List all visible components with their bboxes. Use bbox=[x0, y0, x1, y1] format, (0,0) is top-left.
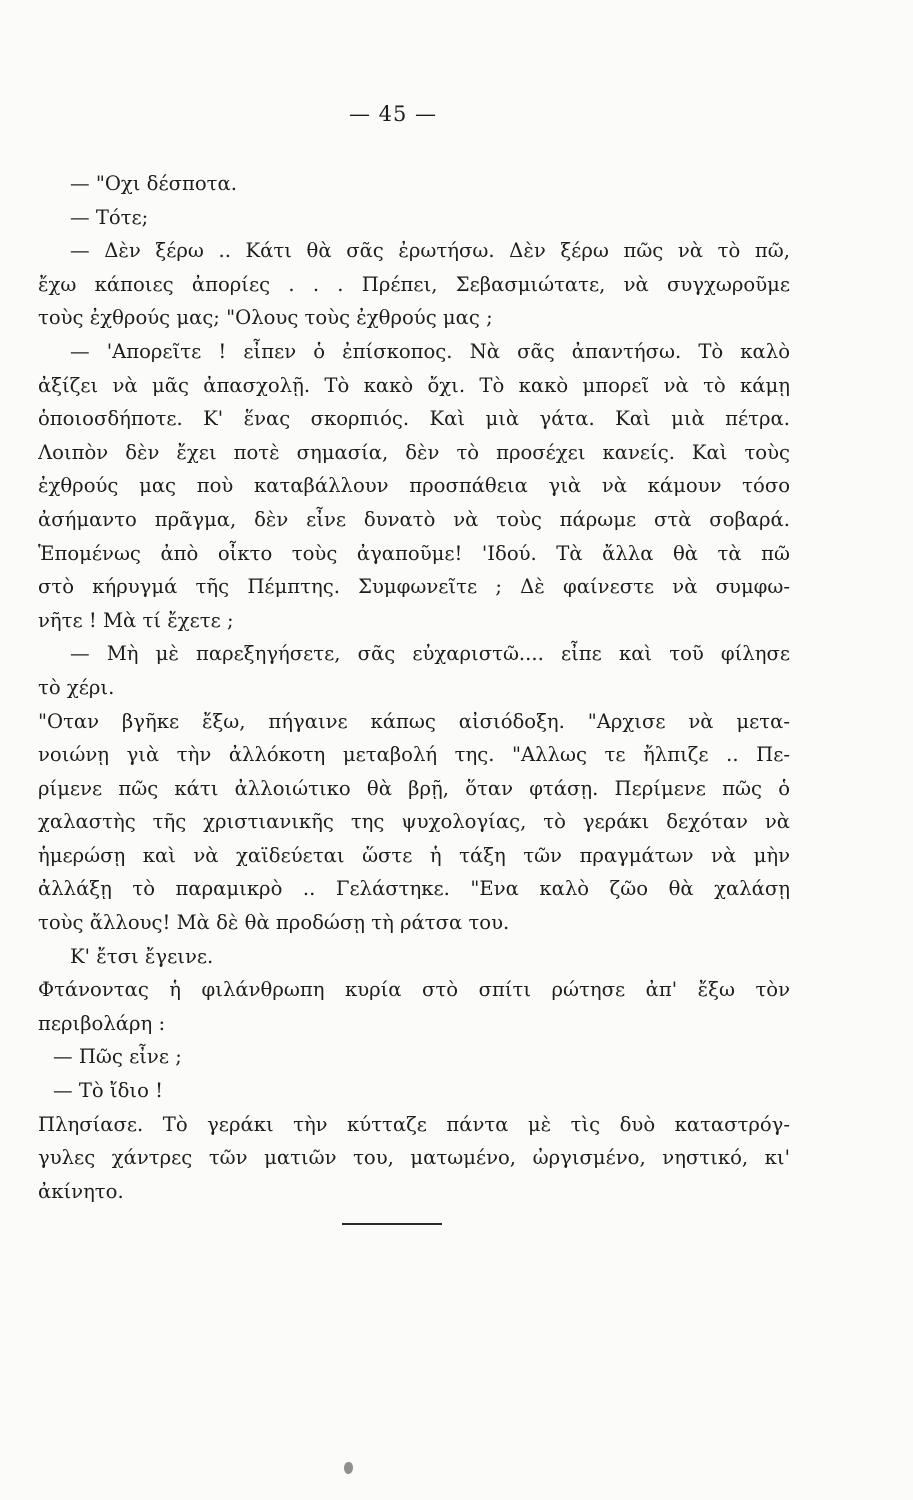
text-line: ἡμερώσῃ καὶ νὰ χαϊδεύεται ὥστε ἡ τάξη τῶν πραγμάτων νὰ μὴν bbox=[38, 843, 790, 867]
text-line: — Πῶς εἶνε ; bbox=[53, 1045, 182, 1069]
text-line: ἀξίζει νὰ μᾶς ἀπασχολῇ. Τὸ κακὸ ὄχι. Τὸ κακὸ μπορεῖ νὰ τὸ κάμῃ bbox=[38, 373, 790, 397]
text-line: Κ' ἔτσι ἔγεινε. bbox=[70, 944, 214, 968]
text-line: Πλησίασε. Τὸ γεράκι τὴν κύτταζε πάντα μὲ τὶς δυὸ καταστρόγ- bbox=[38, 1112, 790, 1136]
text-line: "Οταν βγῆκε ἔξω, πήγαινε κάπως αἰσιόδοξη. "Αρχισε νὰ μετα- bbox=[38, 709, 790, 733]
ink-speck bbox=[344, 1462, 353, 1474]
page-number: — 45 — bbox=[348, 102, 438, 126]
text-line: — Μὴ μὲ παρεξηγήσετε, σᾶς εὐχαριστῶ.... εἶπε καὶ τοῦ φίλησε bbox=[70, 642, 790, 666]
text-line: — Δὲν ξέρω .. Κάτι θὰ σᾶς ἐρωτήσω. Δὲν ξέρω πῶς νὰ τὸ πῶ, bbox=[70, 239, 790, 263]
text-line: ὁποιοσδήποτε. Κ' ἕνας σκορπιός. Καὶ μιὰ γάτα. Καὶ μιὰ πέτρα. bbox=[38, 407, 790, 431]
text-line: ἔχω κάποιες ἀπορίες . . . Πρέπει, Σεβασμιώτατε, νὰ συγχωροῦμε bbox=[38, 272, 790, 296]
text-line: γυλες χάντρες τῶν ματιῶν του, ματωμένο, ὠργισμένο, νηστικό, κι' bbox=[38, 1146, 790, 1170]
text-line: — Τὸ ἴδιο ! bbox=[53, 1079, 163, 1103]
text-line: ἀσήμαντο πρᾶγμα, δὲν εἶνε δυνατὸ νὰ τοὺς πάρωμε στὰ σοβαρά. bbox=[38, 507, 790, 531]
text-line: ἀλλάξῃ τὸ παραμικρὸ .. Γελάστηκε. "Ενα καλὸ ζῶο θὰ χαλάσῃ bbox=[38, 877, 790, 901]
text-line: περιβολάρη : bbox=[38, 1011, 166, 1035]
text-line: ἀκίνητο. bbox=[38, 1179, 124, 1203]
text-line: τοὺς ἄλλους! Μὰ δὲ θὰ προδώσῃ τὴ ράτσα του. bbox=[38, 911, 510, 935]
text-line: στὸ κήρυγμά τῆς Πέμπτης. Συμφωνεῖτε ; Δὲ φαίνεστε νὰ συμφω- bbox=[38, 575, 790, 599]
text-line: Ἑπομένως ἀπὸ οἶκτο τοὺς ἀγαποῦμε! 'Ιδού. Τὰ ἄλλα θὰ τὰ πῶ bbox=[38, 541, 790, 565]
text-line: Φτάνοντας ἡ φιλάνθρωπη κυρία στὸ σπίτι ρώτησε ἀπ' ἔξω τὸν bbox=[38, 978, 790, 1002]
text-line: Λοιπὸν δὲν ἔχει ποτὲ σημασία, δὲν τὸ προσέχει κανείς. Καὶ τοὺς bbox=[38, 440, 790, 464]
section-divider bbox=[342, 1223, 442, 1225]
text-line: ρίμενε πῶς κάτι ἀλλοιώτικο θὰ βρῇ, ὅταν φτάσῃ. Περίμενε πῶς ὁ bbox=[38, 776, 790, 800]
text-line: — "Οχι δέσποτα. bbox=[70, 172, 237, 195]
text-line: ἐχθρούς μας ποὺ καταβάλλουν προσπάθεια γιὰ νὰ κάμουν τόσο bbox=[38, 474, 790, 498]
text-line: νῆτε ! Μὰ τί ἔχετε ; bbox=[38, 608, 234, 632]
text-line: — 'Απορεῖτε ! εἶπεν ὁ ἐπίσκοπος. Νὰ σᾶς ἀπαντήσω. Τὸ καλὸ bbox=[70, 339, 790, 363]
text-line: χαλαστὴς τῆς χριστιανικῆς της ψυχολογίας, τὸ γεράκι δεχόταν νὰ bbox=[38, 810, 790, 834]
text-line: τοὺς ἐχθρούς μας; "Ολους τοὺς ἐχθρούς μας ; bbox=[38, 306, 493, 330]
text-line: — Τότε; bbox=[70, 205, 149, 229]
text-line: νοιώνῃ γιὰ τὴν ἀλλόκοτη μεταβολή της. "Αλλως τε ἤλπιζε .. Πε- bbox=[38, 743, 790, 767]
body-text bbox=[38, 167, 790, 1208]
text-line: τὸ χέρι. bbox=[38, 675, 115, 699]
